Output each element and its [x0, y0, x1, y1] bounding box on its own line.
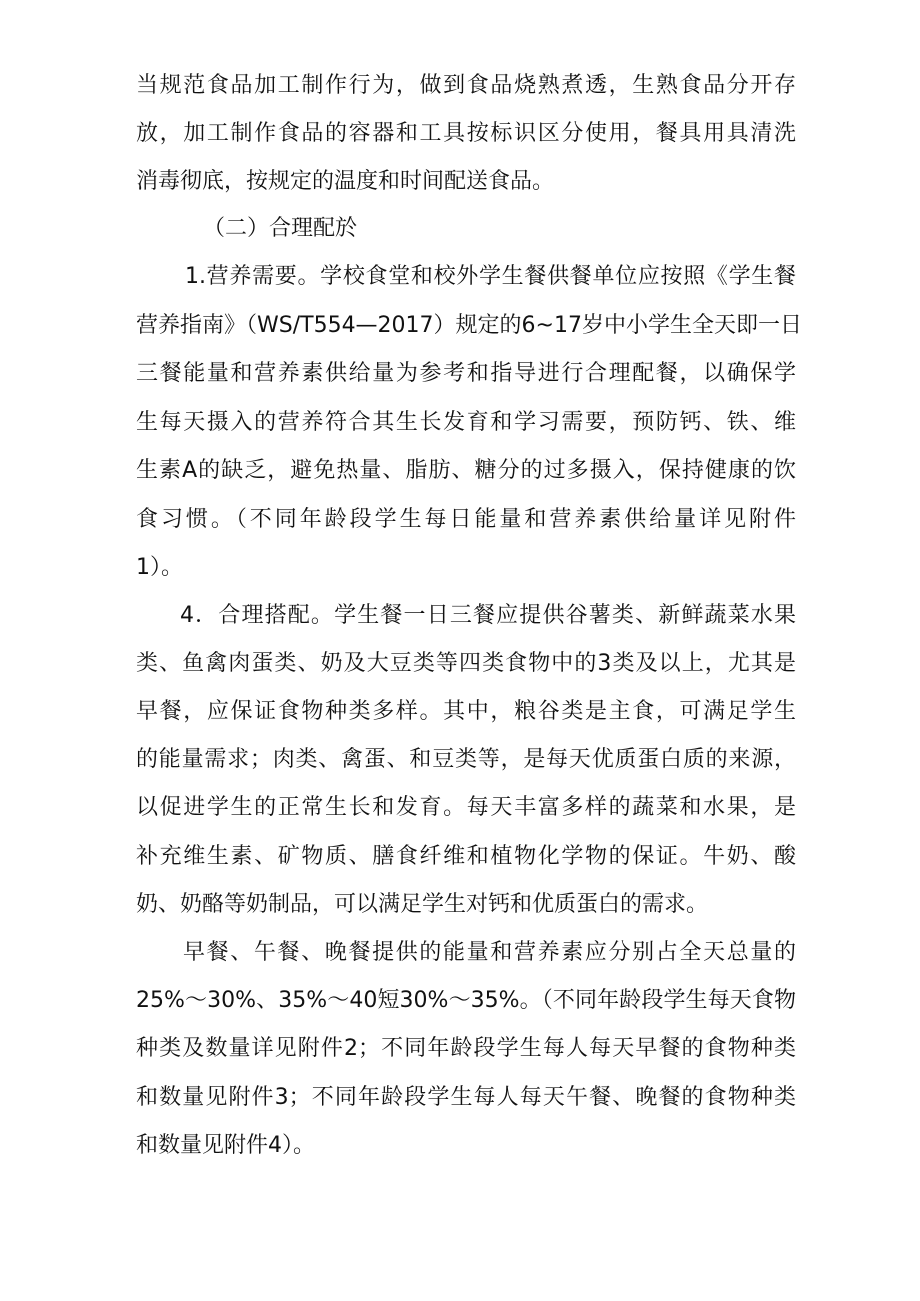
paragraph-2-line-2: 营养指南》（WS/T554—2017）规定的6~17岁中小学生全天即一日 [136, 313, 802, 338]
paragraph-2-line-3: 三餐能量和营养素供给量为参考和指导进行合理配餐，以确保学 [136, 361, 796, 386]
paragraph-1-line-1: 当规范食品加工制作行为，做到食品烧熟煮透，生熟食品分开存 [136, 73, 796, 98]
paragraph-1-line-2: 放，加工制作食品的容器和工具按标识区分使用，餐具用具清洗 [136, 121, 796, 146]
paragraph-2-line-6: 食习惯。（不同年龄段学生每日能量和营养素供给量详见附件 [136, 507, 796, 532]
paragraph-2-line-7: 1）。 [136, 555, 183, 580]
paragraph-3-line-7: 奶、奶酪等奶制品，可以满足学生对钙和优质蛋白的需求。 [136, 892, 709, 917]
paragraph-3-line-2: 类、鱼禽肉蛋类、奶及大豆类等四类食物中的3类及以上，尤其是 [136, 651, 796, 676]
paragraph-3-line-3: 早餐，应保证食物种类多样。其中，粮谷类是主食，可满足学生 [136, 699, 796, 724]
paragraph-3-line-5: 以促进学生的正常生长和发育。每天丰富多样的蔬菜和水果，是 [136, 795, 796, 820]
paragraph-4-line-5: 和数量见附件4）。 [136, 1133, 315, 1158]
paragraph-3-line-1: 4．合理搭配。学生餐一日三餐应提供谷薯类、新鲜蔬菜水果 [180, 603, 796, 628]
paragraph-3-line-4: 的能量需求；肉类、禽蛋、和豆类等，是每天优质蛋白质的来源， [136, 747, 796, 772]
paragraph-2-line-4: 生每天摄入的营养符合其生长发育和学习需要，预防钙、铁、维 [136, 410, 796, 435]
section-heading: （二）合理配於 [203, 216, 358, 241]
paragraph-4-line-4: 和数量见附件3；不同年龄段学生每人每天午餐、晚餐的食物种类 [136, 1085, 796, 1110]
paragraph-1-line-3: 消毒彻底，按规定的温度和时间配送食品。 [136, 169, 555, 194]
paragraph-2-line-5: 生素A的缺乏，避免热量、脂肪、糖分的过多摄入，保持健康的饮 [136, 458, 796, 483]
paragraph-3-line-6: 补充维生素、矿物质、膳食纤维和植物化学物的保证。牛奶、酸 [136, 844, 796, 869]
paragraph-4-line-3: 种类及数量详见附件2；不同年龄段学生每人每天早餐的食物种类 [136, 1036, 796, 1061]
paragraph-4-line-1: 早餐、午餐、晚餐提供的能量和营养素应分别占全天总量的 [183, 940, 796, 965]
paragraph-4-line-2: 25%～30%、35%～40短30%～35%。（不同年龄段学生每天食物 [136, 988, 796, 1013]
paragraph-2-line-1: 1.营养需要。学校食堂和校外学生餐供餐单位应按照《学生餐 [185, 264, 796, 289]
